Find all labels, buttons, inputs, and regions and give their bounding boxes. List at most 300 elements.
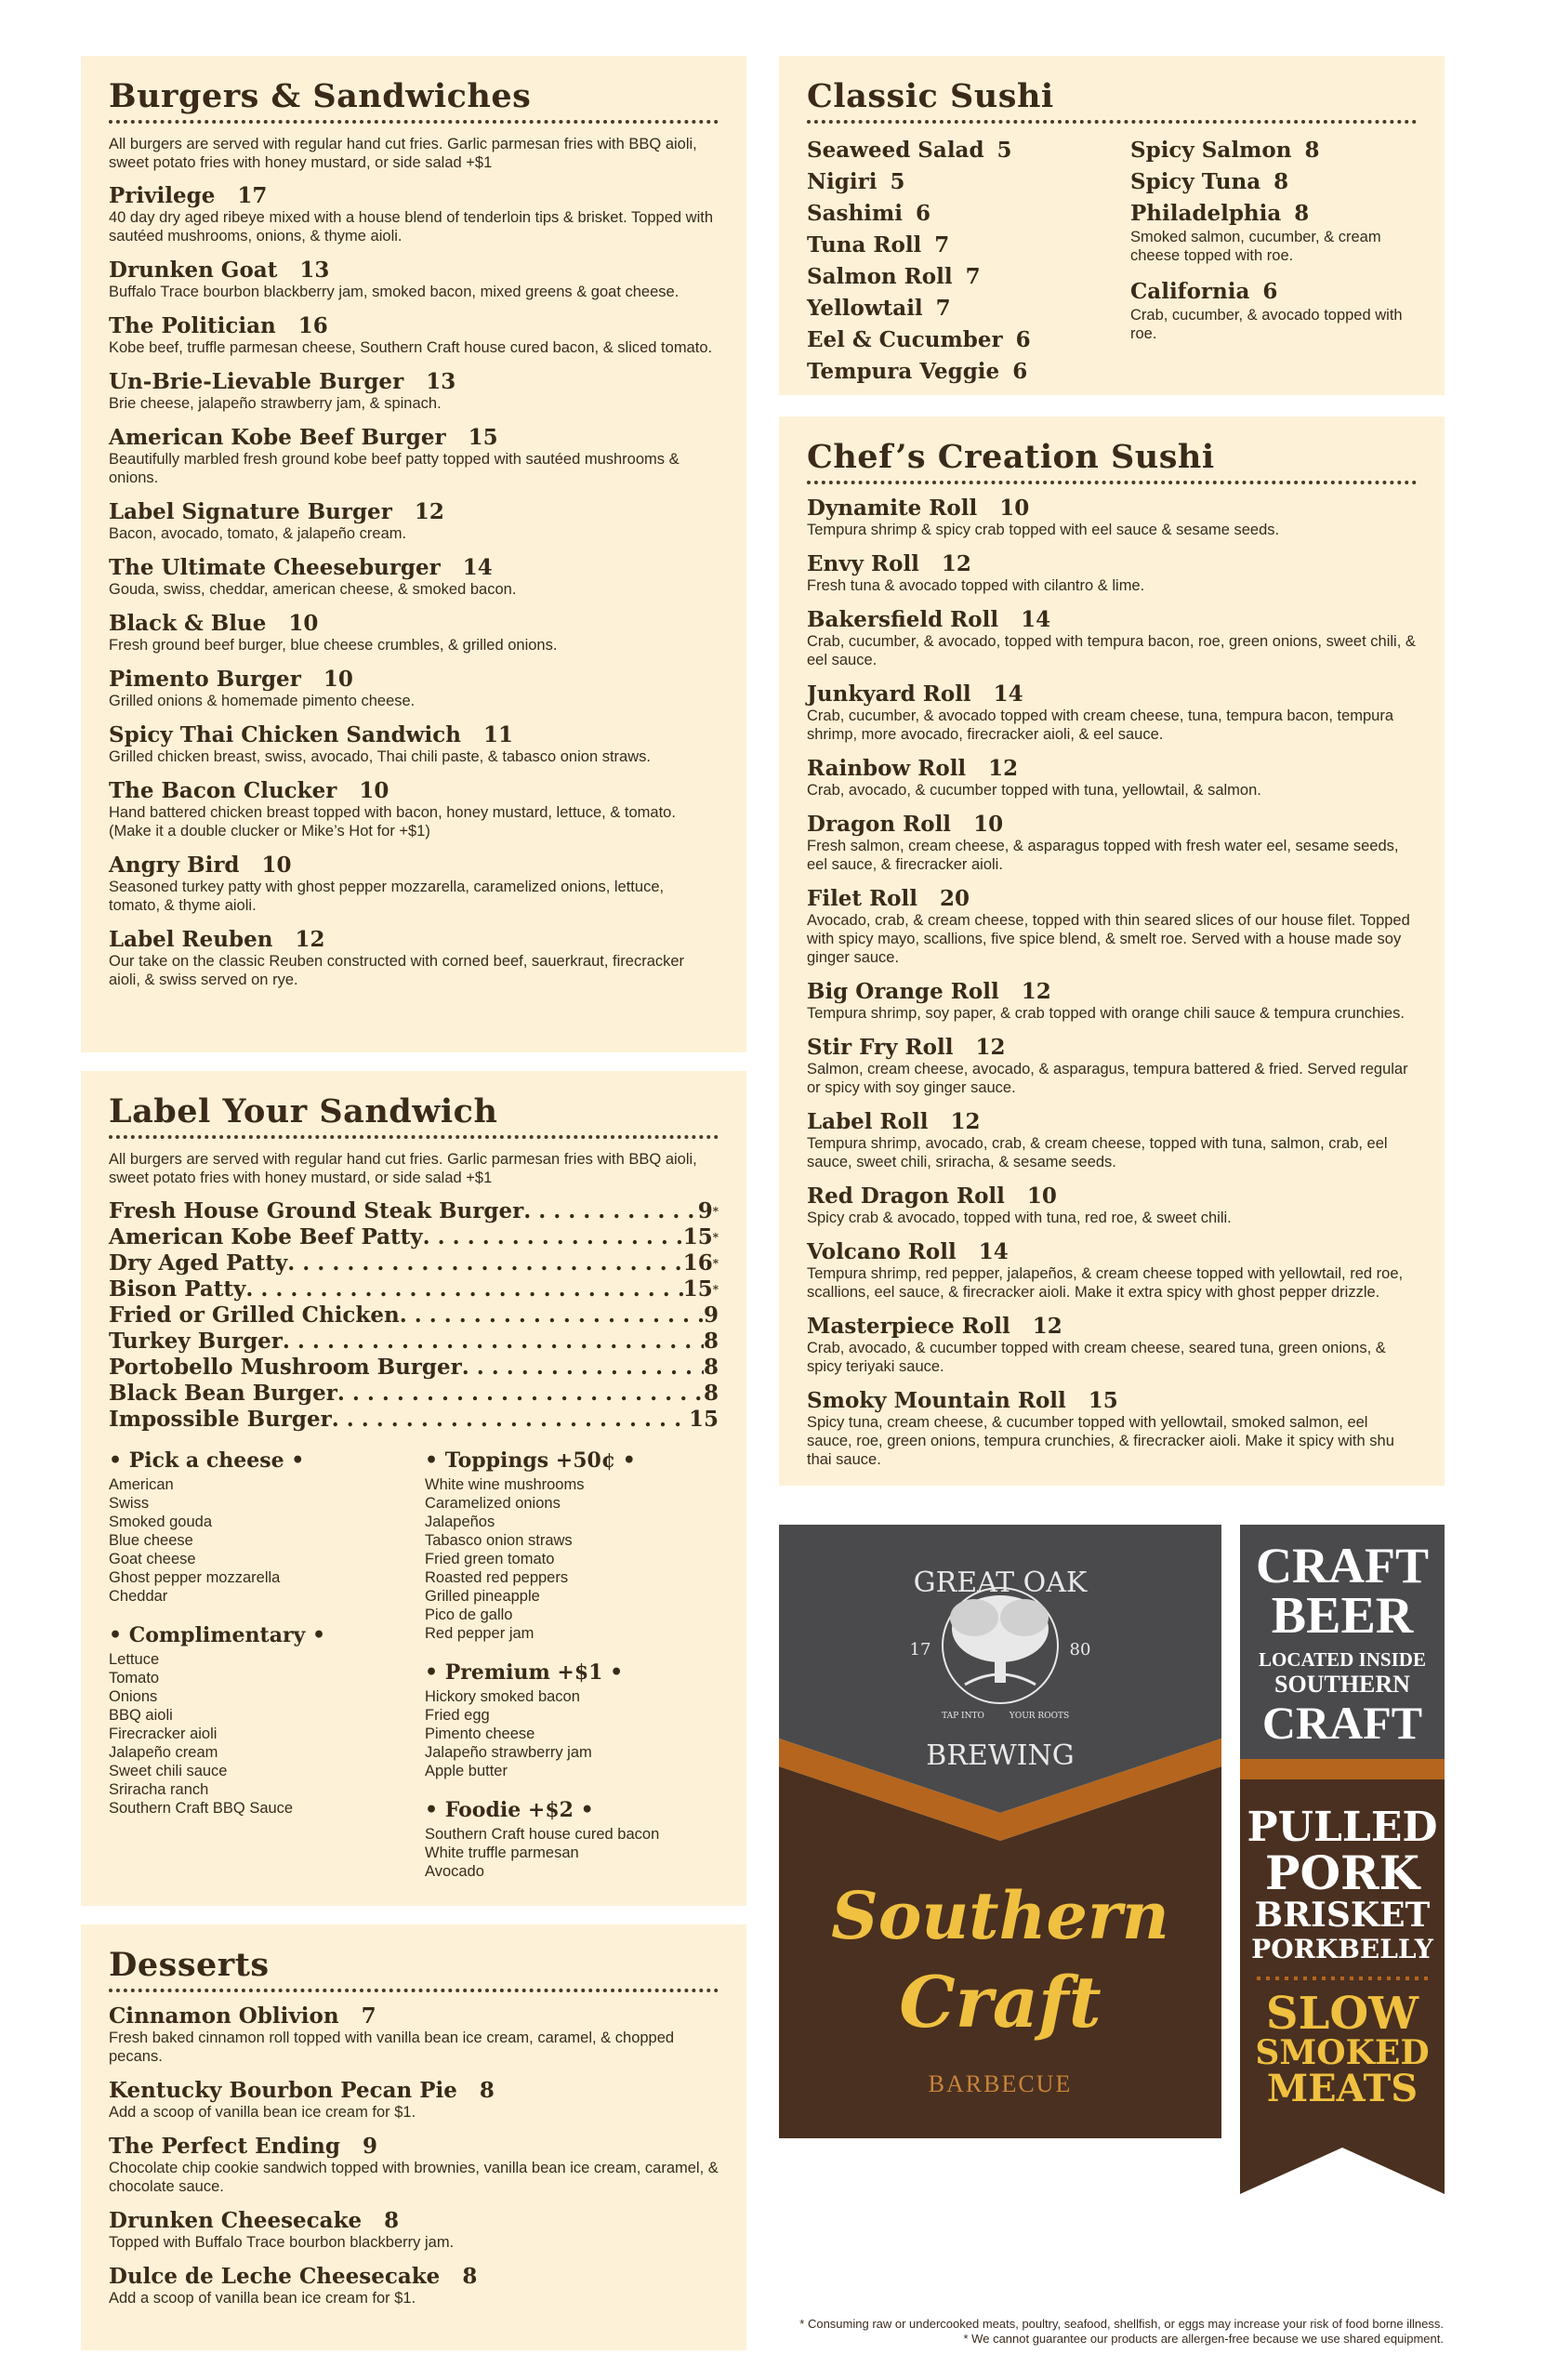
- sushi-item: [807, 135, 1093, 166]
- brewery-name-bottom: BREWING: [926, 1739, 1075, 1772]
- option-item: Fried egg: [425, 1706, 490, 1724]
- southern-text: SOUTHERN: [1274, 1671, 1410, 1698]
- menu-item: [109, 2264, 719, 2307]
- option-item: Grilled pineapple: [425, 1587, 540, 1605]
- price-row: [109, 1381, 719, 1407]
- foodie-title: • Foodie +$2 •: [425, 1797, 594, 1822]
- item-heading: [109, 778, 719, 803]
- item-price: 12: [414, 498, 444, 524]
- menu-item: [109, 611, 719, 654]
- dot-leader: [400, 1302, 704, 1329]
- menu-item: [109, 258, 719, 301]
- sandwich-intro: All burgers are served with regular hand cut fries. Garlic parmesan fries with BBQ aioli, sweet potato fries with honey mustard, or side salad +$1: [109, 1150, 697, 1186]
- sushi-item: [807, 166, 1093, 198]
- southern-craft-logo-line1: Southern: [831, 1877, 1169, 1954]
- classic-sushi-left: [807, 135, 1093, 388]
- item-heading: [109, 499, 719, 524]
- sandwich-panel: [81, 1071, 746, 1906]
- item-heading: [109, 2003, 719, 2029]
- item-description: Tempura shrimp & spicy crab topped with eel sauce & sesame seeds.: [807, 521, 1280, 538]
- porkbelly-text: PORKBELLY: [1251, 1934, 1433, 1964]
- option-item: Avocado: [425, 1862, 484, 1880]
- price-amount: 15: [682, 1223, 713, 1250]
- craft-text-2: CRAFT: [1261, 1697, 1423, 1749]
- item-heading: [109, 611, 719, 636]
- item-description: Our take on the classic Reuben constructed with corned beef, sauerkraut, firecracker aioli, & swiss served on rye.: [109, 952, 685, 988]
- option-item: American: [109, 1475, 174, 1493]
- ribbon-left-text: TAP INTO: [942, 1712, 984, 1721]
- item-price: 20: [940, 885, 970, 911]
- price-row: [109, 1407, 719, 1433]
- item-name: The Bacon Clucker: [109, 777, 337, 803]
- option-item: Roasted red peppers: [425, 1568, 569, 1586]
- option-item: Ghost pepper mozzarella: [109, 1568, 281, 1586]
- price-row-name: Impossible Burger: [109, 1406, 332, 1432]
- sushi-name: Sashimi: [807, 200, 903, 226]
- menu-item: [807, 756, 1417, 800]
- banner-graphic: [779, 1525, 1221, 2138]
- option-item: White truffle parmesan: [425, 1844, 579, 1861]
- item-description: Beautifully marbled fresh ground kobe beef patty topped with sautéed mushrooms & onions.: [109, 450, 680, 486]
- item-price: 14: [462, 554, 493, 580]
- item-price: 10: [999, 495, 1030, 521]
- item-description: Bacon, avocado, tomato, & jalapeño cream.: [109, 524, 407, 542]
- price-row-name: Fried or Grilled Chicken: [109, 1302, 400, 1328]
- item-name: The Perfect Ending: [109, 2133, 340, 2159]
- option-item: Sweet chili sauce: [109, 1762, 228, 1779]
- item-description: Fresh salmon, cream cheese, & asparagus topped with fresh water eel, sesame seeds, eel sauce, & firecracker aioli.: [807, 837, 1399, 873]
- option-item: Tabasco onion straws: [425, 1531, 573, 1549]
- item-heading: [807, 979, 1417, 1004]
- item-heading: [807, 607, 1417, 632]
- dot-leader: [523, 1198, 698, 1224]
- item-heading: [109, 853, 719, 878]
- sushi-item: [807, 356, 1093, 388]
- sushi-name: Salmon Roll: [807, 263, 953, 289]
- sushi-item: [1130, 166, 1417, 198]
- sushi-name: Yellowtail: [807, 295, 923, 321]
- title-divider: [807, 481, 1417, 484]
- price-row-name: Black Bean Burger: [109, 1380, 337, 1406]
- menu-item: [807, 551, 1417, 595]
- complimentary-list: [109, 1650, 402, 1818]
- item-heading: [109, 555, 719, 580]
- item-price: 12: [1021, 978, 1051, 1004]
- item-description: Buffalo Trace bourbon blackberry jam, smoked bacon, mixed greens & goat cheese.: [109, 283, 680, 300]
- price-row-value: [704, 1302, 719, 1329]
- footnote-line-2: * We cannot guarantee our products are allergen-free because we use shared equipment.: [963, 2332, 1444, 2346]
- item-price: 15: [468, 424, 498, 450]
- item-price: 12: [950, 1108, 981, 1134]
- smoked-text: SMOKED: [1255, 2033, 1430, 2072]
- sushi-price: 7: [965, 263, 981, 289]
- menu-item: [109, 499, 719, 543]
- toppings-title: • Toppings +50¢ •: [425, 1448, 636, 1473]
- item-heading: [109, 313, 719, 338]
- premium-title: • Premium +$1 •: [425, 1659, 624, 1685]
- item-name: Filet Roll: [807, 885, 917, 911]
- menu-item: [109, 778, 719, 840]
- item-name: American Kobe Beef Burger: [109, 424, 446, 450]
- item-description: Spicy tuna, cream cheese, & cucumber topped with yellowtail, smoked salmon, eel sauce, roe, green onions, tempura crunchies, & firecracker aioli. Make it spicy with shu thai sauce.: [807, 1413, 1394, 1468]
- item-name: Cinnamon Oblivion: [109, 2003, 339, 2029]
- burgers-title: Burgers & Sandwiches: [109, 77, 532, 115]
- burgers-panel: [81, 56, 746, 1052]
- item-heading: [807, 551, 1417, 576]
- menu-item: [807, 886, 1417, 967]
- item-price: 12: [1032, 1313, 1062, 1339]
- title-divider: [109, 1135, 719, 1139]
- title-divider: [109, 120, 719, 124]
- price-row: [109, 1355, 719, 1381]
- sushi-name: Philadelphia: [1130, 200, 1282, 226]
- item-price: 10: [323, 666, 353, 692]
- classic-sushi-title: Classic Sushi: [807, 77, 1054, 115]
- item-description: Avocado, crab, & cream cheese, topped with thin seared slices of our house filet. Topped with spicy mayo, scallions, five spice blend, & smelt roe. Served with a house made soy ginger sauce.: [807, 911, 1410, 966]
- item-price: 14: [1021, 606, 1051, 632]
- item-description: Topped with Buffalo Trace bourbon blackberry jam.: [109, 2233, 455, 2251]
- sandwich-options: [109, 1448, 719, 1897]
- southern-craft-logo-line3: BARBECUE: [928, 2070, 1073, 2097]
- menu-item: [807, 496, 1417, 539]
- item-price: 8: [479, 2077, 495, 2103]
- chef-sushi-title: Chef’s Creation Sushi: [807, 438, 1215, 476]
- item-heading: [807, 1388, 1417, 1413]
- menu-item: [109, 2003, 719, 2066]
- item-name: Dynamite Roll: [807, 495, 978, 521]
- price-row-name: Portobello Mushroom Burger: [109, 1354, 462, 1380]
- price-row: [109, 1302, 719, 1329]
- sushi-name: Spicy Salmon: [1130, 137, 1292, 163]
- sushi-price: 8: [1294, 200, 1310, 226]
- item-price: 12: [295, 926, 325, 952]
- price-row: [109, 1198, 719, 1224]
- item-price: 8: [462, 2263, 478, 2289]
- menu-item: [807, 1239, 1417, 1302]
- price-row-value: [683, 1250, 719, 1276]
- sushi-price: 6: [916, 200, 931, 226]
- chef-sushi-list: [807, 496, 1417, 1469]
- premium-list: [425, 1687, 719, 1780]
- item-description: Tempura shrimp, red pepper, jalapeños, & cream cheese topped with yellowtail, red roe, scallions, eel sauce, & firecracker aioli. Make it extra spicy with ghost pepper drizzle.: [807, 1264, 1404, 1301]
- option-item: Tomato: [109, 1669, 160, 1686]
- item-name: Dragon Roll: [807, 811, 952, 837]
- menu-item: [807, 979, 1417, 1023]
- item-name: Smoky Mountain Roll: [807, 1387, 1066, 1413]
- item-heading: [109, 183, 719, 208]
- item-heading: [807, 1183, 1417, 1209]
- classic-sushi-columns: [807, 135, 1417, 388]
- option-item: Swiss: [109, 1494, 150, 1512]
- price-row-value: [683, 1224, 719, 1250]
- menu-item: [109, 2078, 719, 2122]
- item-description: Fresh baked cinnamon roll topped with vanilla bean ice cream, caramel, & chopped pecans.: [109, 2029, 675, 2065]
- item-name: Black & Blue: [109, 610, 267, 636]
- price-row: [109, 1329, 719, 1355]
- item-description: Tempura shrimp, avocado, crab, & cream cheese, topped with tuna, salmon, crab, eel sauce, sweet chili, sriracha, & sesame seeds.: [807, 1134, 1388, 1170]
- item-price: 12: [988, 755, 1019, 781]
- toppings-options: [425, 1448, 719, 1643]
- item-price: 10: [261, 852, 292, 878]
- item-name: Un-Brie-Lievable Burger: [109, 368, 404, 394]
- allergen-footnote: [737, 2317, 1444, 2347]
- item-price: 17: [237, 182, 268, 208]
- item-heading: [807, 756, 1417, 781]
- menu-item: [109, 369, 719, 413]
- menu-item: [807, 812, 1417, 874]
- menu-item: [109, 555, 719, 599]
- item-name: Envy Roll: [807, 550, 919, 576]
- dot-leader: [462, 1355, 704, 1381]
- sushi-item: [807, 324, 1093, 356]
- item-description: Add a scoop of vanilla bean ice cream for $1.: [109, 2289, 416, 2307]
- item-price: 14: [978, 1238, 1009, 1264]
- desserts-list: [109, 2003, 719, 2307]
- item-name: The Ultimate Cheeseburger: [109, 554, 441, 580]
- sandwich-price-list: [109, 1198, 719, 1433]
- item-description: Fresh ground beef burger, blue cheese crumbles, & grilled onions.: [109, 636, 558, 654]
- option-item: BBQ aioli: [109, 1706, 173, 1724]
- item-heading: [109, 369, 719, 394]
- sushi-description: Crab, cucumber, & avocado topped with roe.: [1130, 306, 1403, 342]
- sushi-price: 5: [890, 168, 905, 194]
- item-description: Crab, avocado, & cucumber topped with tuna, yellowtail, & salmon.: [807, 781, 1261, 799]
- menu-item: [109, 667, 719, 710]
- sushi-name: California: [1130, 278, 1250, 304]
- sushi-item: [807, 230, 1093, 261]
- meats-text: MEATS: [1266, 2067, 1419, 2110]
- southern-craft-banner: [779, 1525, 1221, 2138]
- item-name: Label Roll: [807, 1108, 929, 1134]
- price-row-value: [698, 1198, 719, 1224]
- option-item: Goat cheese: [109, 1550, 196, 1567]
- item-heading: [807, 886, 1417, 911]
- brewery-name-top: GREAT OAK: [913, 1567, 1088, 1599]
- sandwich-title: Label Your Sandwich: [109, 1092, 498, 1130]
- slow-text: SLOW: [1265, 1988, 1419, 2040]
- price-row-value: [704, 1381, 719, 1407]
- dot-leader: [283, 1329, 704, 1355]
- sushi-price: 6: [1012, 358, 1028, 384]
- sushi-price: 7: [935, 295, 951, 321]
- price-row-name: American Kobe Beef Patty: [109, 1223, 423, 1250]
- chef-sushi-panel: [779, 416, 1445, 1486]
- dot-leader: [332, 1407, 689, 1433]
- item-price: 9: [362, 2133, 377, 2159]
- price-row-value: [689, 1407, 719, 1433]
- sushi-name: Seaweed Salad: [807, 137, 984, 163]
- classic-sushi-right: [1130, 135, 1417, 388]
- item-description: 40 day dry aged ribeye mixed with a house blend of tenderloin tips & brisket. Topped with sautéed mushrooms, onions, & thyme aioli.: [109, 208, 714, 245]
- classic-sushi-panel: [779, 56, 1445, 395]
- dot-leader: [287, 1250, 682, 1276]
- option-item: Jalapeño strawberry jam: [425, 1743, 592, 1761]
- options-column-left: [109, 1448, 402, 1897]
- sushi-item: [1130, 276, 1417, 308]
- item-price: 7: [361, 2003, 376, 2029]
- item-heading: [109, 927, 719, 952]
- sushi-description: Smoked salmon, cucumber, & cream cheese topped with roe.: [1130, 228, 1381, 264]
- price-amount: 16: [682, 1250, 713, 1276]
- item-description: Salmon, cream cheese, avocado, & asparagus, tempura battered & fried. Served regular or spicy with soy ginger sauce.: [807, 1060, 1408, 1096]
- menu-item: [109, 853, 719, 915]
- sushi-price: 8: [1304, 137, 1320, 163]
- sushi-item: [1130, 135, 1417, 166]
- item-price: 10: [359, 777, 389, 803]
- price-row: [109, 1224, 719, 1250]
- footnote-line-1: * Consuming raw or undercooked meats, poultry, seafood, shellfish, or eggs may increase your risk of food borne illness.: [799, 2317, 1444, 2331]
- item-description: Fresh tuna & avocado topped with cilantro & lime.: [807, 576, 1145, 594]
- price-row-name: Dry Aged Patty: [109, 1250, 288, 1276]
- item-name: Red Dragon Roll: [807, 1183, 1005, 1209]
- item-name: Pimento Burger: [109, 666, 301, 692]
- complimentary-options: [109, 1622, 402, 1818]
- menu-item: [109, 313, 719, 357]
- sushi-price: 5: [996, 137, 1012, 163]
- option-item: Firecracker aioli: [109, 1725, 218, 1742]
- options-column-right: [425, 1448, 719, 1897]
- item-name: Big Orange Roll: [807, 978, 999, 1004]
- item-description: Kobe beef, truffle parmesan cheese, Southern Craft house cured bacon, & sliced tomato.: [109, 338, 713, 356]
- sushi-price: 6: [1015, 326, 1031, 352]
- item-heading: [109, 667, 719, 692]
- item-heading: [109, 722, 719, 747]
- item-heading: [109, 2208, 719, 2233]
- sushi-item: [1130, 198, 1417, 230]
- item-name: Dulce de Leche Cheesecake: [109, 2263, 441, 2289]
- foodie-options: [425, 1797, 719, 1881]
- price-mark: *: [712, 1256, 719, 1270]
- price-row: [109, 1250, 719, 1276]
- cheese-title: • Pick a cheese •: [109, 1448, 305, 1473]
- burgers-list: [109, 183, 719, 989]
- item-price: 15: [1088, 1387, 1118, 1413]
- price-row-name: Fresh House Ground Steak Burger: [109, 1197, 524, 1223]
- item-name: Privilege: [109, 182, 216, 208]
- item-heading: [807, 1239, 1417, 1264]
- item-price: 10: [288, 610, 319, 636]
- option-item: Blue cheese: [109, 1531, 193, 1549]
- option-item: Onions: [109, 1687, 158, 1705]
- toppings-list: [425, 1475, 719, 1643]
- price-amount: 8: [703, 1328, 719, 1354]
- complimentary-title: • Complimentary •: [109, 1622, 326, 1647]
- option-item: White wine mushrooms: [425, 1475, 585, 1493]
- price-mark: *: [712, 1204, 719, 1218]
- option-item: Fried green tomato: [425, 1550, 555, 1567]
- item-description: Tempura shrimp, soy paper, & crab topped with orange chili sauce & tempura crunchies.: [807, 1004, 1405, 1022]
- menu-item: [807, 607, 1417, 669]
- option-item: Smoked gouda: [109, 1513, 212, 1530]
- item-name: Drunken Cheesecake: [109, 2207, 363, 2233]
- menu-item: [807, 1388, 1417, 1469]
- located-inside-text: LOCATED INSIDE: [1259, 1648, 1426, 1671]
- sushi-name: Spicy Tuna: [1130, 168, 1261, 194]
- item-price: 13: [426, 368, 456, 394]
- sushi-name: Tempura Veggie: [807, 358, 1000, 384]
- burgers-intro: All burgers are served with regular hand cut fries. Garlic parmesan fries with BBQ aioli, sweet potato fries with honey mustard, or side salad +$1: [109, 135, 697, 171]
- item-description: Gouda, swiss, cheddar, american cheese, & smoked bacon.: [109, 580, 517, 598]
- item-name: Kentucky Bourbon Pecan Pie: [109, 2077, 457, 2103]
- item-heading: [109, 2134, 719, 2159]
- sushi-price: 7: [934, 231, 950, 258]
- craft-beer-banner: [1240, 1525, 1445, 2194]
- option-item: Sriracha ranch: [109, 1780, 209, 1798]
- item-name: Spicy Thai Chicken Sandwich: [109, 721, 461, 747]
- item-description: Crab, avocado, & cucumber topped with cream cheese, seared tuna, green onions, & spicy teriyaki sauce.: [807, 1339, 1386, 1375]
- desserts-title: Desserts: [109, 1946, 270, 1984]
- sushi-name: Nigiri: [807, 168, 878, 194]
- item-heading: [807, 812, 1417, 837]
- price-row-value: [704, 1355, 719, 1381]
- item-price: 12: [975, 1034, 1006, 1060]
- option-item: Apple butter: [425, 1762, 508, 1779]
- sushi-item: [807, 261, 1093, 293]
- item-name: Drunken Goat: [109, 257, 278, 283]
- item-heading: [109, 2078, 719, 2103]
- item-heading: [109, 425, 719, 450]
- item-heading: [807, 681, 1417, 707]
- banner-graphic: [1240, 1525, 1445, 2194]
- item-name: The Politician: [109, 312, 276, 338]
- item-price: 10: [1026, 1183, 1057, 1209]
- menu-item: [807, 1314, 1417, 1376]
- item-name: Masterpiece Roll: [807, 1313, 1010, 1339]
- item-price: 11: [482, 721, 513, 747]
- price-amount: 15: [682, 1276, 713, 1302]
- item-name: Junkyard Roll: [807, 681, 971, 707]
- item-description: Add a scoop of vanilla bean ice cream for $1.: [109, 2103, 416, 2121]
- sushi-price: 6: [1262, 278, 1278, 304]
- option-item: Pico de gallo: [425, 1606, 513, 1623]
- item-name: Bakersfield Roll: [807, 606, 999, 632]
- foodie-list: [425, 1825, 719, 1881]
- menu-item: [109, 927, 719, 989]
- option-item: Cheddar: [109, 1587, 168, 1605]
- price-amount: 8: [703, 1380, 719, 1406]
- premium-options: [425, 1659, 719, 1780]
- option-item: Lettuce: [109, 1650, 160, 1668]
- item-description: Crab, cucumber, & avocado topped with cream cheese, tuna, tempura bacon, tempura shrimp, more avocado, firecracker aioli, & eel sauce.: [807, 707, 1394, 743]
- price-row-value: [704, 1329, 719, 1355]
- craft-text: CRAFT: [1256, 1538, 1429, 1593]
- price-amount: 9: [697, 1197, 713, 1223]
- option-item: Red pepper jam: [425, 1624, 534, 1642]
- menu-item: [109, 2134, 719, 2196]
- southern-craft-logo-line2: Craft: [899, 1961, 1102, 2043]
- option-item: Hickory smoked bacon: [425, 1687, 580, 1705]
- item-price: 14: [993, 681, 1023, 707]
- menu-item: [109, 425, 719, 487]
- item-description: Grilled chicken breast, swiss, avocado, Thai chili paste, & tabasco onion straws.: [109, 747, 651, 765]
- sushi-item: [807, 293, 1093, 324]
- menu-item: [109, 2208, 719, 2252]
- option-item: Caramelized onions: [425, 1494, 561, 1512]
- price-row-value: [683, 1276, 719, 1302]
- item-name: Volcano Roll: [807, 1238, 957, 1264]
- sushi-item: [807, 198, 1093, 230]
- title-divider: [807, 120, 1417, 124]
- item-heading: [807, 1035, 1417, 1060]
- item-name: Label Reuben: [109, 926, 273, 952]
- item-heading: [807, 1314, 1417, 1339]
- item-price: 16: [297, 312, 328, 338]
- item-description: Grilled onions & homemade pimento cheese.: [109, 692, 416, 709]
- desserts-panel: [81, 1924, 746, 2350]
- item-heading: [807, 1109, 1417, 1134]
- item-heading: [109, 2264, 719, 2289]
- sushi-name: Tuna Roll: [807, 231, 922, 258]
